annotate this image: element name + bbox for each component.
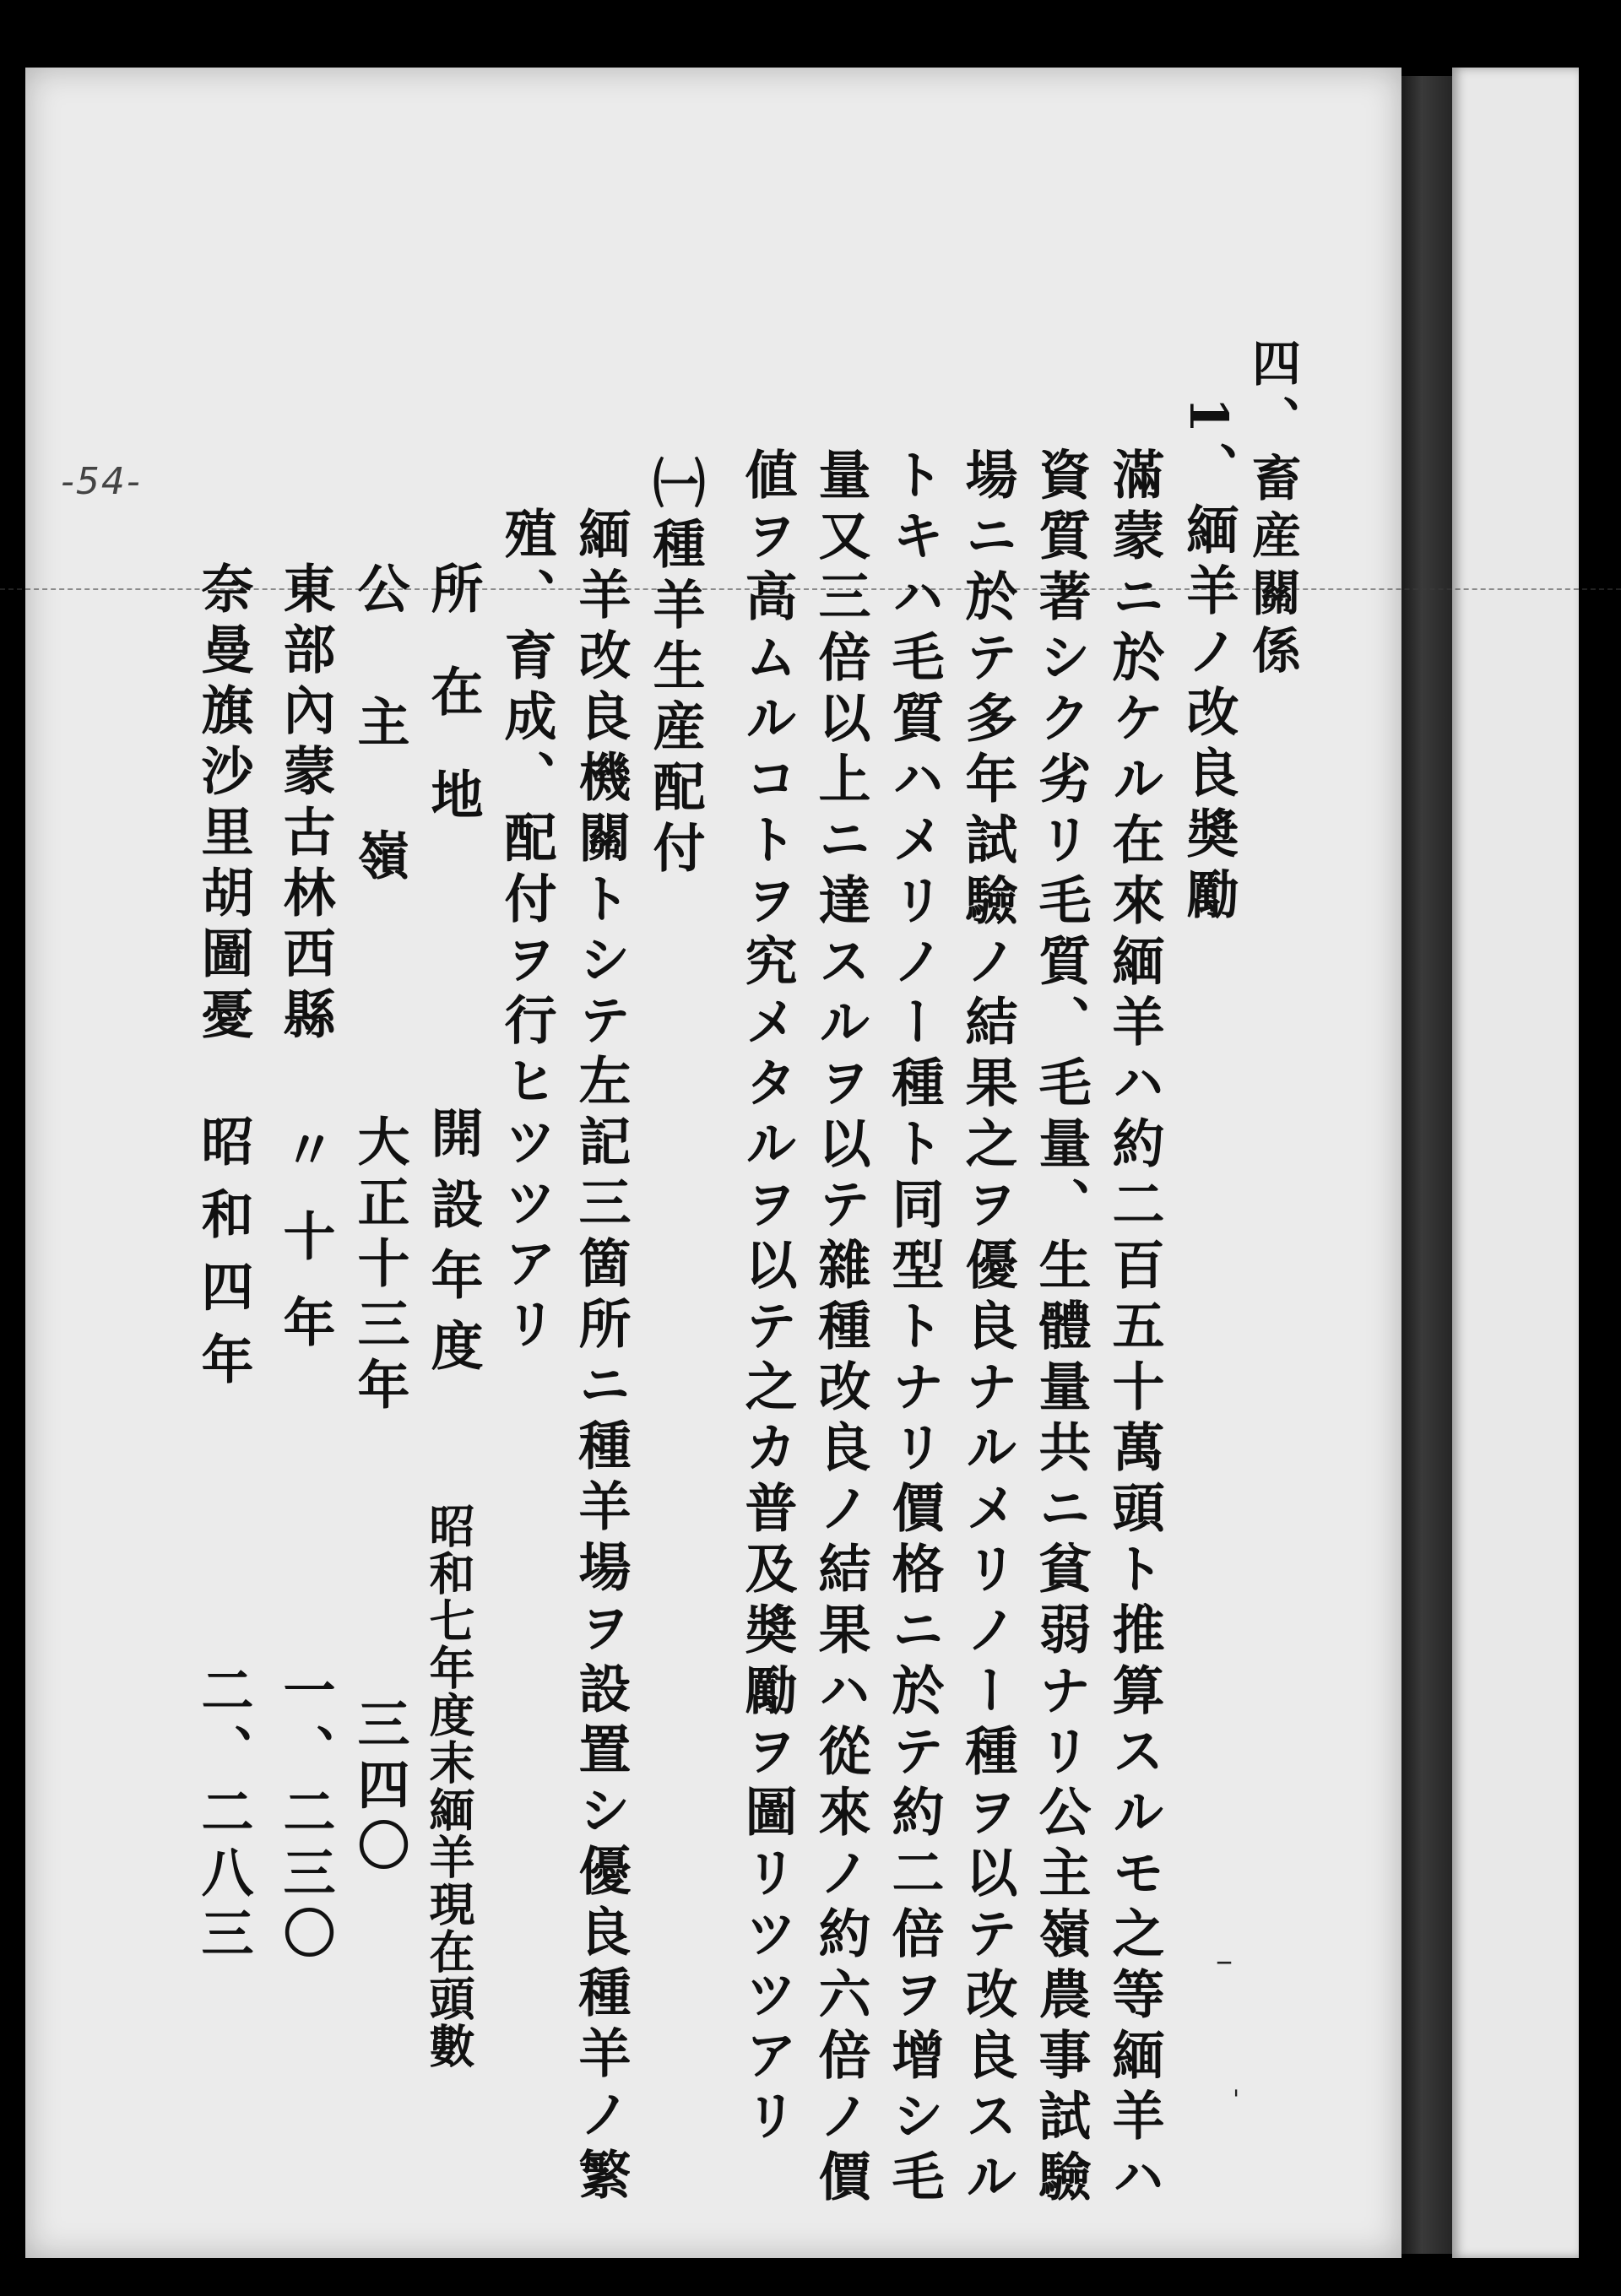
margin-page-number: -54- <box>61 460 142 503</box>
table-header-location: 所在地 <box>422 561 484 870</box>
body-line: 値ヲ高ムルコトヲ究メタルヲ以テ之カ普及奬勵ヲ圖リツツアリ <box>736 447 798 2149</box>
table-cell-year: 〃十年 <box>274 1123 336 1381</box>
body-line: 資質著シク劣リ毛質、毛量、生體量共ニ貧弱ナリ公主嶺農事試驗 <box>1030 447 1092 2210</box>
table-cell-location: 奈曼旗沙里胡圖憂 <box>192 561 254 1048</box>
table-cell-count: 二、二八三 <box>192 1663 254 1967</box>
table-header-year: 開設年度 <box>422 1106 484 1389</box>
table-cell-year: 大正十三年 <box>349 1114 410 1418</box>
body-line: 滿蒙ニ於ケル在來緬羊ハ約二百五十萬頭ト推算スルモ之等緬羊ハ <box>1103 447 1165 2210</box>
table-cell-location: 東部內蒙古林西縣 <box>274 561 336 1048</box>
body-line: 場ニ於テ多年試驗ノ結果之ヲ優良ナルメリノー種ヲ以テ改良スル <box>957 447 1018 2210</box>
section-title: ㈠種羊生産配付 <box>644 456 706 881</box>
body-line: トキハ毛質ハメリノー種ト同型トナリ價格ニ於テ約二倍ヲ增シ毛 <box>883 447 945 2210</box>
section-line: 緬羊改良機關トシテ左記三箇所ニ種羊場ヲ設置シ優良種羊ノ繁 <box>570 506 632 2208</box>
table-header-count: 昭和七年度末緬羊現在頭數 <box>422 1503 476 2070</box>
book-spine <box>1401 76 1452 2254</box>
right-page-edge <box>1452 68 1579 2258</box>
table-cell-count: 三四〇 <box>349 1697 410 1879</box>
stray-mark: ' <box>1233 2085 1240 2115</box>
body-line: 量又三倍以上ニ達スルヲ以テ雜種改良ノ結果ハ從來ノ約六倍ノ價 <box>810 447 871 2210</box>
section-heading: 四、畜産關係 <box>1244 338 1301 682</box>
table-cell-year: 昭和四年 <box>192 1114 254 1405</box>
section-line: 殖、育成、配付ヲ行ヒツツアリ <box>496 506 557 1357</box>
table-cell-count: 一、二三〇 <box>274 1663 336 1967</box>
stray-mark: – <box>1216 1941 1233 1980</box>
table-cell-location: 公主嶺 <box>349 561 410 961</box>
subsection-heading: 1、緬羊ノ改良奬勵 <box>1178 397 1239 929</box>
